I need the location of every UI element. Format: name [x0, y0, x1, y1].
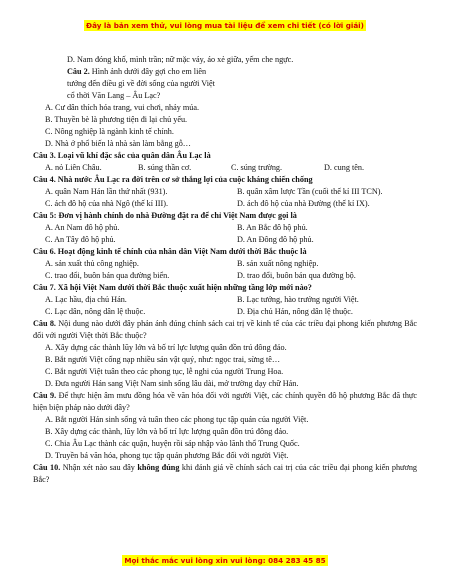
q5-stem: Câu 5: Đơn vị hành chính do nhà Đường đặt ra để chỉ Việt Nam được gọi là [33, 211, 297, 220]
q6-options-row2 [33, 270, 417, 282]
q5-option-a: A. An Nam đô hộ phủ. [45, 223, 120, 232]
preview-banner [0, 0, 450, 50]
q9-option-c: C. Chia Âu Lạc thành các quận, huyện rồi sáp nhập vào lãnh thổ Trung Quốc. [45, 439, 300, 448]
q4-option-d: D. ách đô hộ của nhà Đường (thế kỉ IX). [237, 199, 370, 208]
q7-option-c: C. Lạc dân, nông dân lệ thuộc. [45, 307, 146, 316]
q3-option-a: A. nỏ Liên Châu. [45, 163, 102, 172]
q6-stem: Câu 6. Hoạt động kinh tế chính của nhân dân Việt Nam dưới thời Bắc thuộc là [33, 247, 307, 256]
q2-stem-line2: tưởng đến điều gì về đời sống của người Việt [67, 79, 215, 88]
q3-option-b: B. súng thần cơ. [138, 163, 192, 172]
q4-option-a: A. quân Nam Hán lần thứ nhất (931). [45, 187, 168, 196]
q7-option-a: A. Lạc hầu, địa chủ Hán. [45, 295, 127, 304]
q7-options-row1 [33, 294, 417, 306]
q3-option-d: D. cung tên. [324, 163, 365, 172]
preview-banner-text: Đây là bản xem thử, vui lòng mua tài liệu để xem chi tiết (có lời giải) [86, 20, 364, 30]
q7-options-row2 [33, 306, 417, 318]
q10-number: Câu 10. [33, 463, 61, 472]
contact-footer [0, 550, 450, 568]
q10-stem [33, 462, 417, 486]
q10-stem-emphasis: không đúng [137, 463, 180, 472]
q5-option-b: B. An Bắc đô hộ phủ. [237, 223, 308, 232]
q4-option-b: B. quân xâm lược Tần (cuối thế kỉ III TCN). [237, 187, 383, 196]
q6-option-c: C. trao đổi, buôn bán qua đường biển. [45, 271, 170, 280]
q6-option-a: A. sản xuất thủ công nghiệp. [45, 259, 139, 268]
q4-options-row2 [33, 198, 417, 210]
q4-options-row1 [33, 186, 417, 198]
q3-options [33, 162, 417, 174]
q9-option-b: B. Xây dựng các thành, lũy lớn và bố trí lực lượng quân đồn trú đông đảo. [45, 427, 289, 436]
q9-number: Câu 9. [33, 391, 57, 400]
q2-stem-line1 [33, 66, 417, 78]
q8-option-a: A. Xây dựng các thành lũy lớn và bố trí lực lượng quân đồn trú đông đảo. [45, 343, 287, 352]
q4-option-c: C. ách đô hộ của nhà Ngô (thế kỉ III). [45, 199, 169, 208]
q2-number: Câu 2. [67, 67, 90, 76]
q5-option-d: D. An Đông đô hộ phủ. [237, 235, 314, 244]
q9-stem [33, 390, 417, 414]
document-content [33, 54, 417, 486]
q4-stem: Câu 4. Nhà nước Âu Lạc ra đời trên cơ sở thắng lợi của cuộc kháng chiến chống [33, 175, 313, 184]
q9-option-d: D. Truyền bá văn hóa, phong tục tập quán phương Bắc đối với người Việt. [45, 451, 289, 460]
q10-stem-post: khi đánh giá về chính sách cai trị của các triều đại phong kiến phương Bắc? [33, 463, 417, 484]
q2-option-c: C. Nông nghiệp là ngành kinh tế chính. [45, 127, 174, 136]
q8-option-b: B. Bắt người Việt cống nạp nhiều sản vật quý, như: ngọc trai, sừng tê… [45, 355, 281, 364]
q5-option-c: C. An Tây đô hộ phủ. [45, 235, 116, 244]
q3-option-c: C. súng trường. [231, 163, 283, 172]
q2-option-d: D. Nhà ở phổ biến là nhà sàn làm bằng gỗ… [45, 139, 191, 148]
q2-option-a: A. Cư dân thích hóa trang, vui chơi, nhảy múa. [45, 103, 200, 112]
q2-stem-line3: cổ thời Văn Lang – Âu Lạc? [67, 91, 161, 100]
q1-option-d: D. Nam đóng khố, mình trần; nữ mặc váy, áo xẻ giữa, yếm che ngực. [67, 55, 294, 64]
q2-stem-text: Hình ảnh dưới đây gợi cho em liên [89, 67, 207, 76]
q7-option-d: D. Địa chủ Hán, nông dân lệ thuộc. [237, 307, 353, 316]
q8-number: Câu 8. [33, 319, 56, 328]
q6-option-d: D. trao đổi, buôn bán qua đường bộ. [237, 271, 356, 280]
q6-options-row1 [33, 258, 417, 270]
q9-option-a: A. Bắt người Hán sinh sống và tuân theo các phong tục tập quán của người Việt. [45, 415, 309, 424]
contact-footer-text: Mọi thắc mắc vui lòng xin vui lòng: 084 283 45 85 [124, 556, 326, 565]
q8-stem-text: Nội dung nào dưới đây phản ánh đúng chính sách cai trị về kinh tế của các triều đại phong kiến phương Bắc đối với người Việt thời Bắc thuộc? [33, 319, 417, 340]
q8-option-d: D. Đưa người Hán sang Việt Nam sinh sống lâu dài, mở trường dạy chữ Hán. [45, 379, 299, 388]
q3-stem: Câu 3. Loại vũ khí đặc sắc của quân dân Âu Lạc là [33, 151, 211, 160]
q5-options-row2 [33, 234, 417, 246]
q5-options-row1 [33, 222, 417, 234]
q7-stem: Câu 7. Xã hội Việt Nam dưới thời Bắc thuộc xuất hiện những tầng lớp mới nào? [33, 283, 312, 292]
q9-stem-text: Để thực hiện âm mưu đồng hóa về văn hóa đối với người Việt, các chính quyền đô hộ phương Bắc đã thực hiện biện pháp nào dưới đây? [33, 391, 417, 412]
q10-stem-pre: Nhận xét nào sau đây [60, 463, 138, 472]
q8-option-c: C. Bắt người Việt tuân theo các phong tục, lễ nghi của người Trung Hoa. [45, 367, 284, 376]
q8-stem [33, 318, 417, 342]
q6-option-b: B. sản xuất nông nghiệp. [237, 259, 319, 268]
q2-option-b: B. Thuyền bè là phương tiện đi lại chủ yếu. [45, 115, 188, 124]
q7-option-b: B. Lạc tướng, hào trưởng người Việt. [237, 295, 359, 304]
